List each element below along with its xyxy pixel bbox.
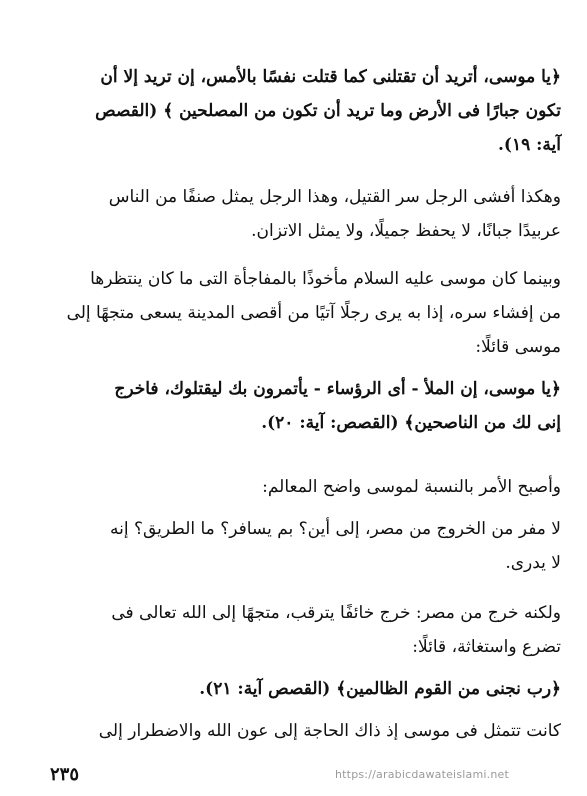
- verse-paragraph-1: [28, 60, 561, 162]
- body-paragraph-3: [28, 470, 561, 504]
- text-line: تكون جبارًا فى الأرض وما تريد أن تكون من المصلحين ﴾ (القصص: [95, 101, 561, 121]
- body-paragraph-5: [28, 596, 561, 664]
- body-paragraph-2: [28, 262, 561, 364]
- text-line: موسى قائلًا:: [475, 337, 561, 357]
- text-line: إنى لك من الناصحين﴾ (القصص: آية: ٢٠).: [261, 413, 561, 433]
- text-line: ولكنه خرج من مصر: خرج خائفًا يترقب، متجهًا إلى الله تعالى فى: [111, 603, 561, 623]
- verse-paragraph-3: [28, 672, 561, 706]
- text-line: لا يدرى.: [505, 553, 561, 573]
- body-paragraph-4: [28, 512, 561, 580]
- text-line: آية: ١٩).: [498, 135, 561, 155]
- text-line: عربيدًا جبانًا، لا يحفظ جميلًا، ولا يمثل الاتزان.: [251, 221, 561, 241]
- text-line: لا مفر من الخروج من مصر، إلى أين؟ بم يسافر؟ ما الطريق؟ إنه: [109, 519, 561, 539]
- text-line: من إفشاء سره، إذا به يرى رجلًا آتيًا من أقصى المدينة يسعى متجهًا إلى: [66, 303, 561, 323]
- text-line: ﴿رب نجنى من القوم الظالمين﴾ (القصص آية: ٢١).: [199, 679, 561, 699]
- text-line: تضرع واستغاثة، قائلًا:: [412, 637, 561, 657]
- watermark-url: https://arabicdawateislami.net: [335, 768, 509, 781]
- text-line: وبينما كان موسى عليه السلام مأخوذًا بالمفاجأة التى ما كان ينتظرها: [90, 269, 561, 289]
- text-line: وهكذا أفشى الرجل سر القتيل، وهذا الرجل يمثل صنفًا من الناس: [108, 187, 561, 207]
- text-line: ﴿يا موسى، إن الملأ - أى الرؤساء - يأتمرون بك ليقتلوك، فاخرج: [114, 379, 561, 399]
- text-line: وأصبح الأمر بالنسبة لموسى واضح المعالم:: [262, 477, 561, 497]
- body-paragraph-1: [28, 180, 561, 248]
- text-line: كانت تتمثل فى موسى إذ ذاك الحاجة إلى عون الله والاضطرار إلى: [98, 721, 561, 741]
- page-number: ٢٣٥: [50, 764, 80, 785]
- verse-paragraph-2: [28, 372, 561, 440]
- text-line: ﴿يا موسى، أتريد أن تقتلنى كما قتلت نفسًا بالأمس، إن تريد إلا أن: [100, 67, 561, 87]
- body-paragraph-6: [28, 714, 561, 748]
